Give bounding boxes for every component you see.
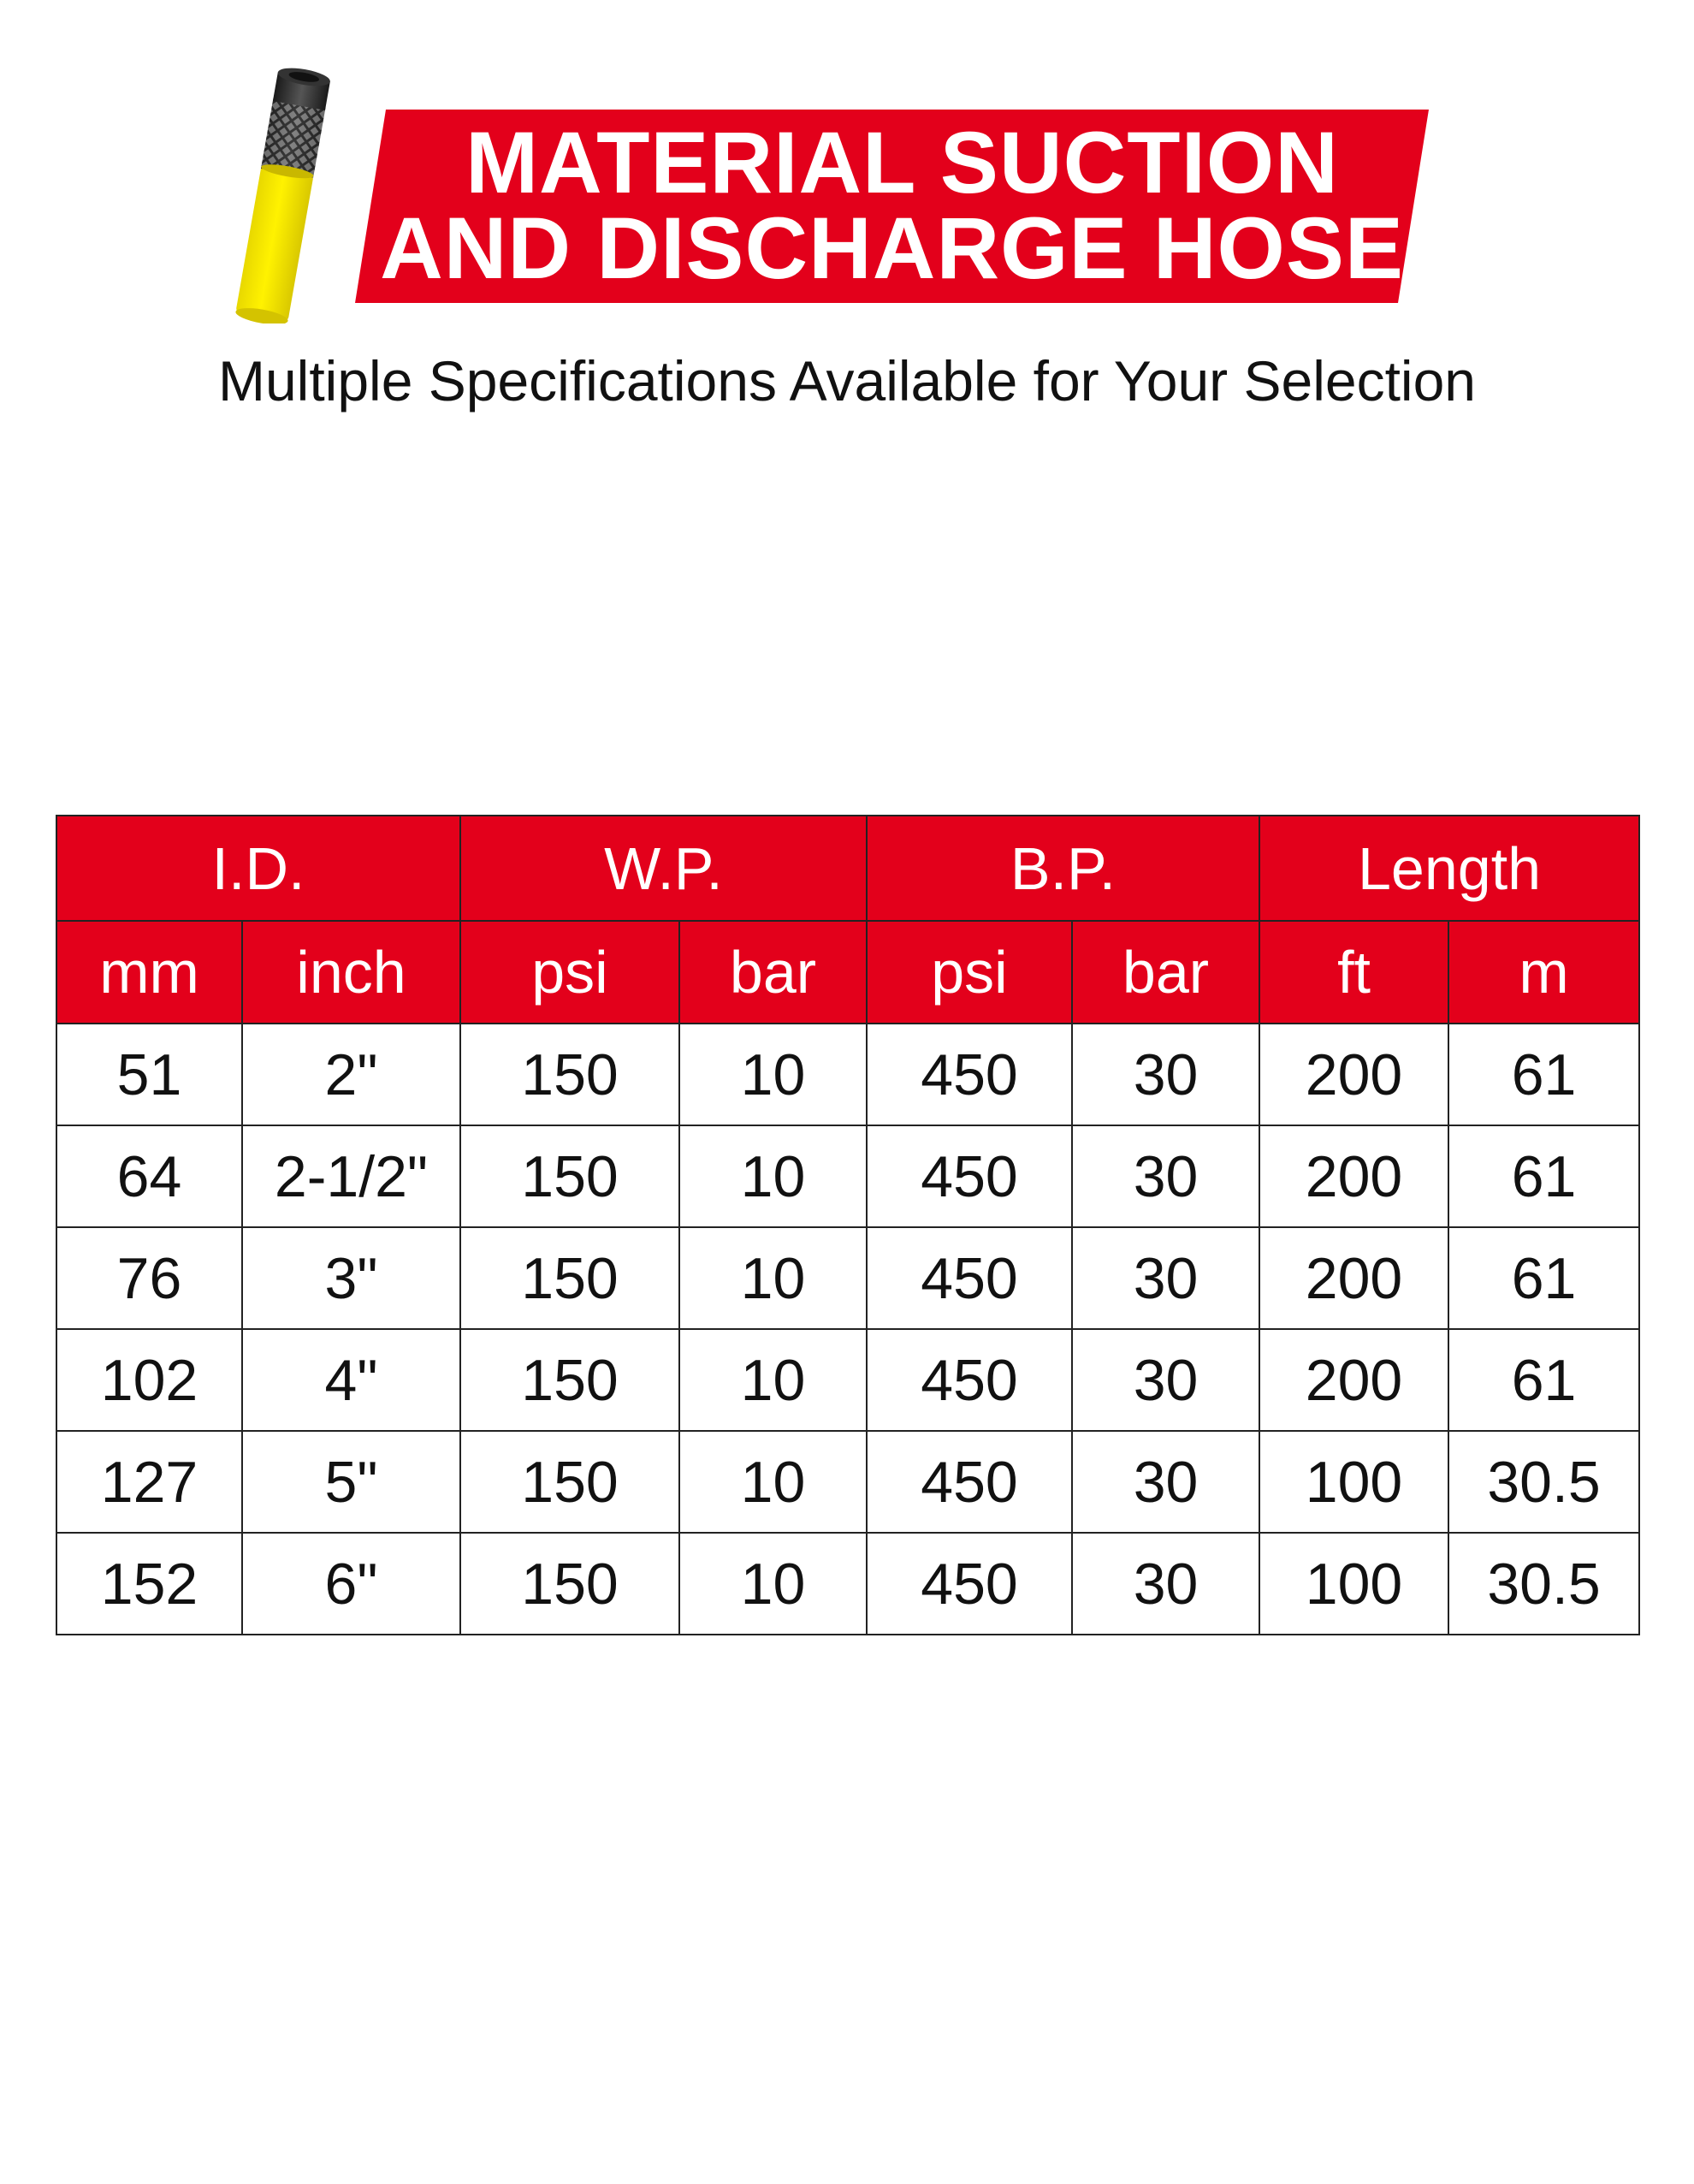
cell-bp-bar: 30 — [1072, 1227, 1259, 1329]
cell-wp-bar: 10 — [679, 1227, 867, 1329]
cell-mm: 76 — [56, 1227, 242, 1329]
group-header-row — [56, 816, 1639, 921]
cell-mm: 102 — [56, 1329, 242, 1431]
header-working-pressure: W.P. — [460, 816, 867, 921]
header-length: Length — [1259, 816, 1639, 921]
cell-wp-psi: 150 — [460, 1125, 679, 1227]
cell-wp-psi: 150 — [460, 1431, 679, 1533]
cell-bp-bar: 30 — [1072, 1329, 1259, 1431]
unit-mm: mm — [56, 921, 242, 1024]
cell-m: 61 — [1448, 1329, 1639, 1431]
spec-table — [56, 815, 1640, 1635]
header-id: I.D. — [56, 816, 460, 921]
title-banner — [355, 110, 1429, 303]
cell-bp-psi: 450 — [867, 1329, 1072, 1431]
subtitle: Multiple Specifications Available for Your Selection — [217, 349, 1476, 412]
unit-header-row — [56, 921, 1639, 1024]
cell-wp-bar: 10 — [679, 1024, 867, 1125]
cell-ft: 100 — [1259, 1533, 1448, 1635]
cell-bp-bar: 30 — [1072, 1533, 1259, 1635]
cell-mm: 152 — [56, 1533, 242, 1635]
unit-bp-bar: bar — [1072, 921, 1259, 1024]
title-line-2: AND DISCHARGE HOSE — [380, 199, 1404, 297]
cell-wp-psi: 150 — [460, 1024, 679, 1125]
table-row — [56, 1227, 1639, 1329]
unit-wp-bar: bar — [679, 921, 867, 1024]
cell-wp-bar: 10 — [679, 1431, 867, 1533]
yellow-hose-icon — [224, 67, 344, 323]
cell-wp-psi: 150 — [460, 1329, 679, 1431]
cell-inch: 5" — [242, 1431, 460, 1533]
cell-m: 61 — [1448, 1024, 1639, 1125]
cell-bp-psi: 450 — [867, 1024, 1072, 1125]
header-burst-pressure: B.P. — [867, 816, 1259, 921]
cell-bp-psi: 450 — [867, 1431, 1072, 1533]
cell-ft: 200 — [1259, 1024, 1448, 1125]
cell-bp-psi: 450 — [867, 1125, 1072, 1227]
unit-bp-psi: psi — [867, 921, 1072, 1024]
cell-inch: 2" — [242, 1024, 460, 1125]
title-line-1: MATERIAL SUCTION — [465, 114, 1339, 211]
cell-mm: 51 — [56, 1024, 242, 1125]
cell-mm: 127 — [56, 1431, 242, 1533]
cell-m: 61 — [1448, 1227, 1639, 1329]
cell-bp-bar: 30 — [1072, 1125, 1259, 1227]
cell-wp-bar: 10 — [679, 1125, 867, 1227]
cell-wp-psi: 150 — [460, 1533, 679, 1635]
table-row — [56, 1533, 1639, 1635]
cell-bp-bar: 30 — [1072, 1024, 1259, 1125]
cell-ft: 200 — [1259, 1227, 1448, 1329]
table-row — [56, 1125, 1639, 1227]
cell-bp-psi: 450 — [867, 1227, 1072, 1329]
cell-bp-psi: 450 — [867, 1533, 1072, 1635]
cell-m: 30.5 — [1448, 1533, 1639, 1635]
table-row — [56, 1431, 1639, 1533]
cell-ft: 200 — [1259, 1125, 1448, 1227]
cell-wp-bar: 10 — [679, 1533, 867, 1635]
cell-m: 61 — [1448, 1125, 1639, 1227]
unit-wp-psi: psi — [460, 921, 679, 1024]
cell-ft: 200 — [1259, 1329, 1448, 1431]
table-row — [56, 1329, 1639, 1431]
cell-wp-bar: 10 — [679, 1329, 867, 1431]
cell-wp-psi: 150 — [460, 1227, 679, 1329]
cell-bp-bar: 30 — [1072, 1431, 1259, 1533]
cell-inch: 4" — [242, 1329, 460, 1431]
unit-inch: inch — [242, 921, 460, 1024]
table-row — [56, 1024, 1639, 1125]
cell-ft: 100 — [1259, 1431, 1448, 1533]
page-title — [355, 114, 1429, 297]
unit-m: m — [1448, 921, 1639, 1024]
cell-inch: 6" — [242, 1533, 460, 1635]
cell-inch: 3" — [242, 1227, 460, 1329]
cell-mm: 64 — [56, 1125, 242, 1227]
cell-m: 30.5 — [1448, 1431, 1639, 1533]
cell-inch: 2-1/2" — [242, 1125, 460, 1227]
unit-ft: ft — [1259, 921, 1448, 1024]
